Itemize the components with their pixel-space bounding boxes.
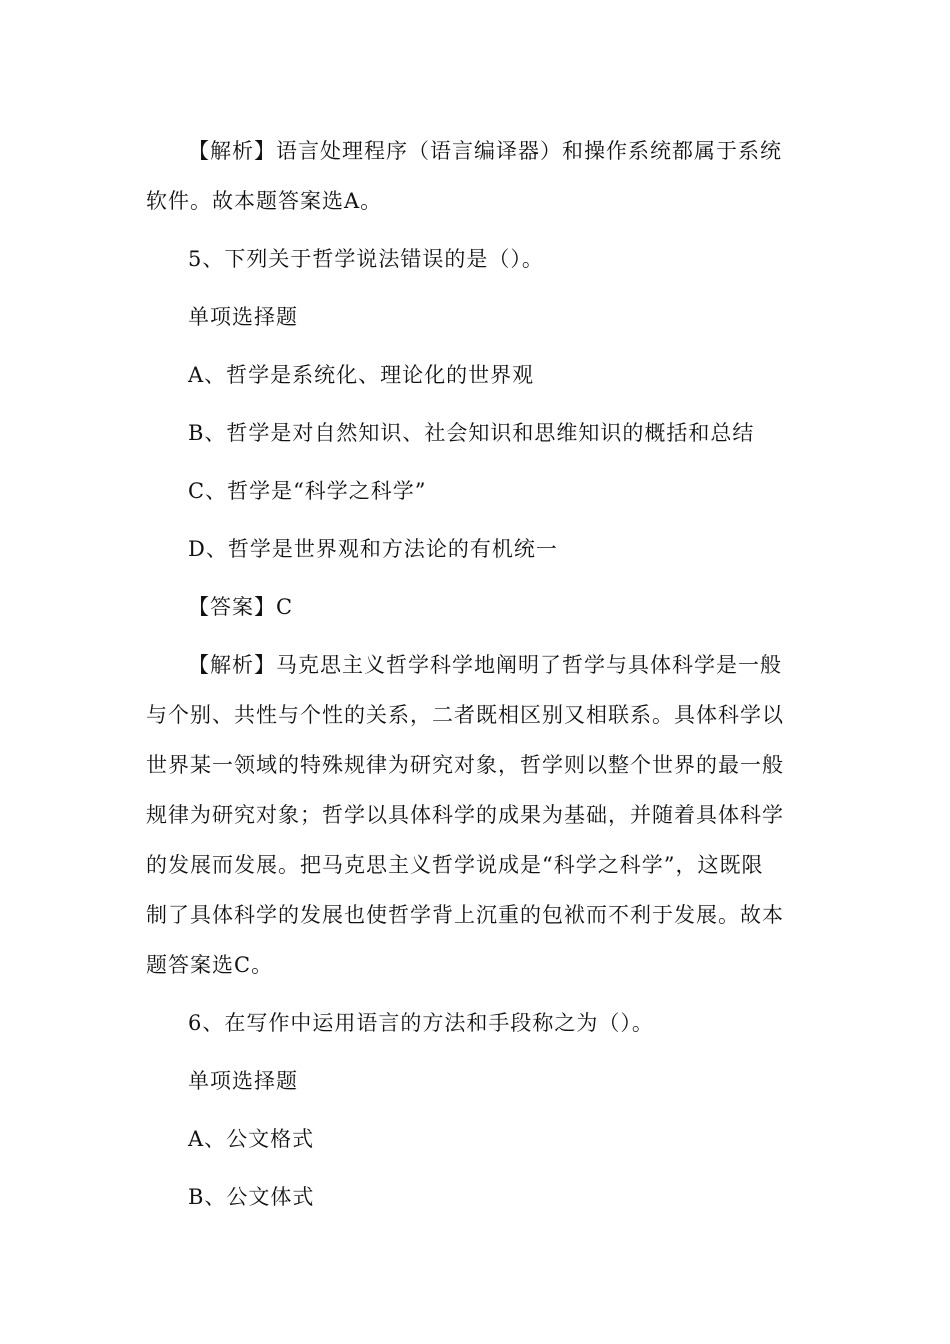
analysis-q5-line-6: 制了具体科学的发展也使哲学背上沉重的包袱而不利于发展。故本 (146, 903, 784, 927)
question-6-option-a: A、公文格式 (188, 1127, 315, 1151)
question-5: 5、下列关于哲学说法错误的是（）。 (188, 247, 544, 271)
analysis-q5-line-3: 世界某一领域的特殊规律为研究对象，哲学则以整个世界的最一般 (146, 753, 784, 777)
question-5-option-a: A、哲学是系统化、理论化的世界观 (188, 363, 535, 387)
question-6: 6、在写作中运用语言的方法和手段称之为（）。 (188, 1011, 654, 1035)
analysis-q5-line-1: 【解析】马克思主义哲学科学地阐明了哲学与具体科学是一般 (188, 653, 782, 677)
question-5-type: 单项选择题 (188, 305, 298, 329)
question-5-answer: 【答案】C (188, 595, 294, 619)
analysis-q5-line-2: 与个别、共性与个性的关系，二者既相区别又相联系。具体科学以 (146, 703, 784, 727)
question-6-option-b: B、公文体式 (188, 1185, 315, 1209)
analysis-q4-line-1: 【解析】语言处理程序（语言编译器）和操作系统都属于系统 (188, 139, 782, 163)
analysis-q5-line-7: 题答案选C。 (146, 953, 274, 977)
analysis-q4-line-2: 软件。故本题答案选A。 (146, 189, 383, 213)
question-6-type: 单项选择题 (188, 1069, 298, 1093)
analysis-q5-line-4: 规律为研究对象；哲学以具体科学的成果为基础，并随着具体科学 (146, 803, 784, 827)
analysis-q5-line-5: 的发展而发展。把马克思主义哲学说成是“科学之科学”，这既限 (146, 853, 764, 877)
question-5-option-c: C、哲学是“科学之科学” (188, 479, 427, 503)
question-5-option-b: B、哲学是对自然知识、社会知识和思维知识的概括和总结 (188, 421, 755, 445)
question-5-option-d: D、哲学是世界观和方法论的有机统一 (188, 537, 558, 561)
